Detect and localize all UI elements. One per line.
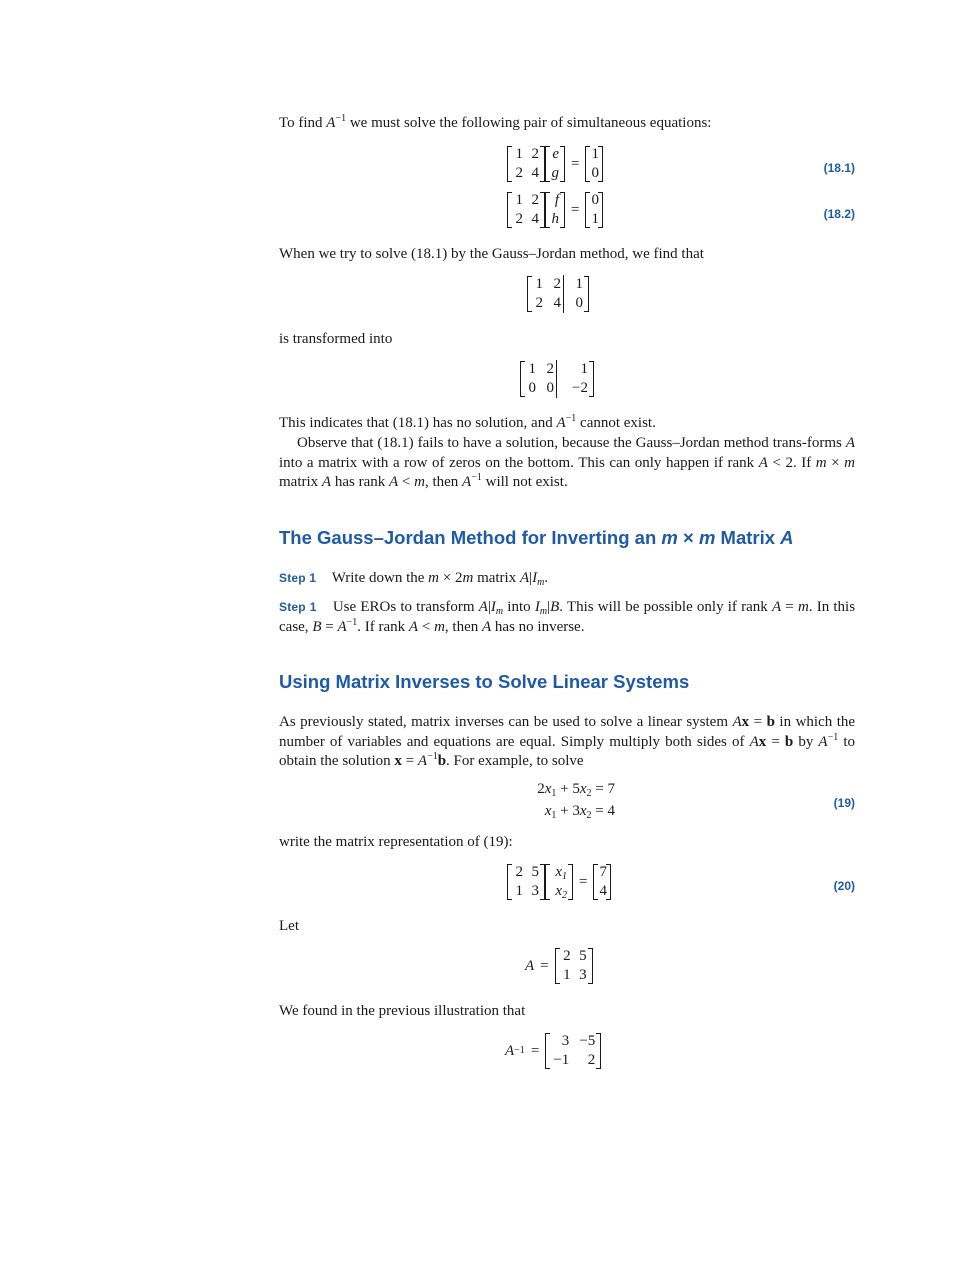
step-label: Step 1 xyxy=(279,571,317,585)
found-text: We found in the previous illustration that xyxy=(279,1003,526,1019)
section-heading-matrix-inverses: Using Matrix Inverses to Solve Linear Systems xyxy=(279,671,690,692)
equation-number: (19) xyxy=(833,796,855,810)
observe-paragraph: Observe that (18.1) fails to have a solution, because the Gauss–Jordan method trans-forms A into a matrix with a row of zeros on the bottom. This can only happen if rank A < 2. If m × m matrix A has rank A < m, then $A^{-1}$ will not exist. xyxy=(279,435,856,490)
step-label: Step 1 xyxy=(279,600,317,614)
step-1: Step 1 Write down the m × 2m matrix $A|I_m$. xyxy=(279,570,549,588)
equation-number: (20) xyxy=(833,879,855,893)
equation-20: 2 5 1 3 $x_1$ $x_2$ = 7 4 xyxy=(507,863,611,901)
equation-number: (18.1) xyxy=(823,161,855,175)
augmented-matrix-reduced: 1 2 1 0 0 −2 xyxy=(520,360,594,398)
inverse-paragraph: As previously stated, matrix inverses can be used to solve a linear system Ax = b in which the number of variables and equations are equal. Simply multiply both sides of Ax = b by $A^{-1}$ to obtain the solution $x = A^{-1}b$. For example, to solve xyxy=(279,714,856,769)
step-2: Step 1 Use EROs to transform $A|I_m$ into $I_m|B$. This will be possible only if rank A = m. In this case, $B = A^{-1}$. If rank A < m, then A has no inverse. xyxy=(279,599,856,635)
write-text: write the matrix representation of (19): xyxy=(279,834,513,850)
equation-19: $2x_1 + 5x_2 = 7$ $x_1 + 3x_2 = 4$ xyxy=(537,781,615,821)
matrix-a-inverse: A −1 = 3 −5 −1 2 xyxy=(505,1032,601,1070)
equation-number: (18.2) xyxy=(823,207,855,221)
no-solution-paragraph: This indicates that (18.1) has no solution, and $A^{-1}$ cannot exist. xyxy=(279,413,656,431)
equation-18-2: 1 2 2 4 f h = 0 1 xyxy=(507,191,603,229)
transformed-text: is transformed into xyxy=(279,331,393,347)
matrix-a-definition: A = 2 5 1 3 xyxy=(525,947,593,985)
equation-18-1: 1 2 2 4 e g = 1 0 xyxy=(507,145,603,183)
gj-paragraph: When we try to solve (18.1) by the Gauss–Jordan method, we find that xyxy=(279,246,704,262)
let-text: Let xyxy=(279,918,299,934)
augmented-matrix-initial: 1 2 1 2 4 0 xyxy=(527,275,589,313)
section-heading-gauss-jordan: The Gauss–Jordan Method for Inverting an m × m Matrix A xyxy=(279,527,794,548)
intro-paragraph: To find $A^{-1}$ we must solve the following pair of simultaneous equations: xyxy=(279,113,712,131)
